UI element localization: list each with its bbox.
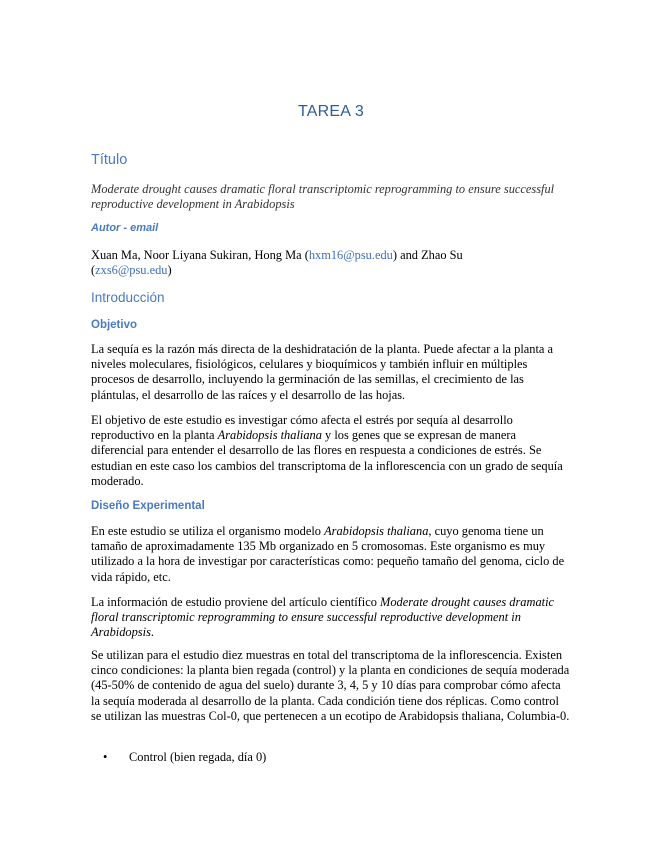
design-paragraph-3: Se utilizan para el estudio diez muestras en total del transcriptoma de la inflorescencia. Existen cinco condiciones: la planta bien regada (control) y la planta en condiciones de sequía moderada (45-50% de contenido de agua del suelo) durante 3, 4, 5 y 10 días para comprobar cómo afecta la sequía moderada al desarrollo de la planta. Cada condición tiene dos réplicas. Como control se utilizan las muestras Col-0, que pertenecen a un ecotipo de Arabidopsis thaliana, Columbia-0. [91, 648, 570, 723]
design-heading: Diseño Experimental [91, 500, 205, 512]
species-name: Arabidopsis thaliana [324, 524, 429, 538]
objective-heading: Objetivo [91, 319, 138, 331]
email-link-2[interactable]: zxs6@psu.edu [95, 263, 168, 278]
document-heading: TAREA 3 [297, 103, 365, 120]
authors-text: ) and Zhao Su [392, 248, 463, 262]
title-section-heading: Título [91, 152, 128, 168]
list-item-text: Control (bien regada, día 0) [129, 750, 267, 764]
species-name: Arabidopsis thaliana [217, 428, 322, 443]
article-reference: Moderate drought causes dramatic floral transcriptomic reprogramming to ensure successful reproductive development in Arabidopsis [91, 595, 555, 640]
objective-paragraph-1: La sequía es la razón más directa de la deshidratación de la planta. Puede afectar a la planta a niveles moleculares, fisiológicos, celulares y bioquímicos y también influir en múltiples procesos de desarrollo, incluyendo la germinación de las semillas, el crecimiento de las plántulas, el desarrollo de las raíces y el desarrollo de las hojas. [91, 342, 554, 402]
design-paragraph-2 [91, 595, 571, 641]
paragraph-text: En este estudio se utiliza el organismo modelo [91, 524, 325, 538]
article-title: Moderate drought causes dramatic floral transcriptomic reprogramming to ensure successful reproductive development in Arabidopsis [91, 182, 555, 212]
paragraph-text: y los genes que se expresan de manera diferencial para entender el desarrollo de las flores en respuesta a condiciones de estrés. Se estudian en este caso los cambios del transcriptoma de la inflorescencia con un grado de sequía moderado. [91, 428, 563, 488]
design-paragraph-1 [91, 524, 571, 585]
authors-text: ( [91, 263, 96, 278]
paragraph-text: La información de estudio proviene del artículo científico [91, 595, 381, 609]
authors-paragraph [91, 248, 571, 278]
objective-paragraph-2 [91, 413, 571, 489]
intro-heading: Introducción [91, 290, 165, 305]
authors-text: ) [167, 263, 172, 278]
paragraph-text: El objetivo de este estudio es investigar cómo afecta el estrés por sequía al desarrollo reproductivo en la planta [91, 413, 513, 443]
authors-text: Xuan Ma, Noor Liyana Sukiran, Hong Ma ( [91, 248, 309, 262]
email-link-1[interactable]: hxm16@psu.edu [308, 248, 393, 262]
paragraph-text: , cuyo genoma tiene un tamaño de aproximadamente 135 Mb organizado en 5 cromosomas. Este organismo es muy utilizado a la hora de investigar por características como: pequeño tamaño del genoma, ciclo de vida rápido, etc. [91, 524, 565, 584]
author-section-heading: Autor - email [91, 222, 159, 234]
bullet-icon: • [103, 750, 108, 764]
paragraph-text: . [150, 625, 155, 640]
